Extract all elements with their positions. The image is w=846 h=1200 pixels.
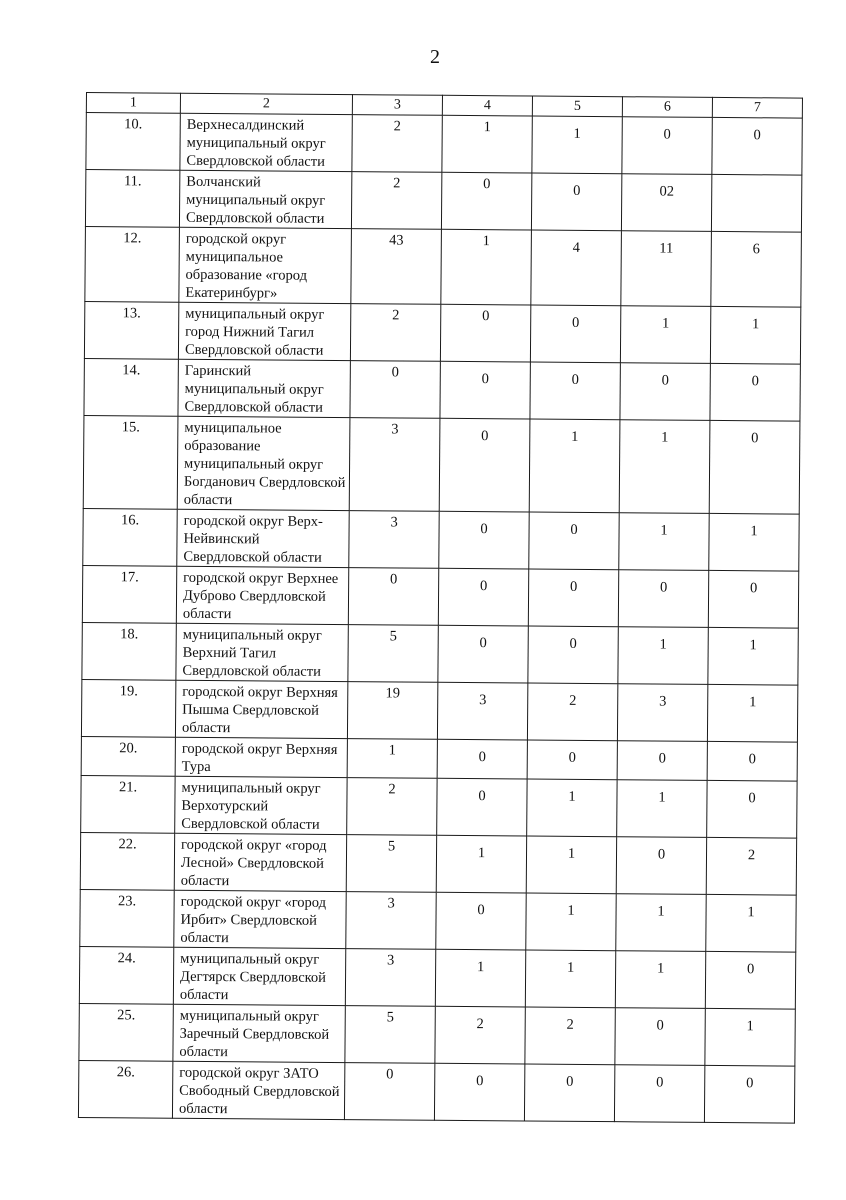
row-number: 10. [86, 113, 180, 171]
value-cell: 1 [442, 115, 532, 173]
table-row [79, 946, 795, 1009]
value-cell: 2 [435, 1006, 525, 1064]
value-cell: 0 [436, 892, 526, 950]
municipality-name: Гаринский муниципальный округ Свердловской области [178, 359, 350, 417]
value-cell: 1 [525, 950, 615, 1008]
row-number: 23. [80, 889, 174, 947]
row-number: 12. [85, 226, 180, 302]
municipality-name: городской округ «город Ирбит» Свердловской области [174, 890, 346, 948]
value-cell: 1 [710, 306, 800, 364]
municipality-name: муниципальное образование муниципальный округ Богданович Свердловской области [177, 416, 350, 510]
table-row [82, 565, 798, 628]
value-cell: 0 [705, 951, 795, 1009]
value-cell: 1 [526, 893, 616, 951]
value-cell: 1 [617, 780, 707, 838]
value-cell: 0 [441, 172, 531, 230]
column-header: 6 [622, 97, 712, 118]
row-number: 16. [83, 508, 177, 566]
value-cell: 2 [706, 837, 796, 895]
value-cell: 0 [622, 117, 712, 175]
municipality-name: муниципальный округ Заречный Свердловской области [173, 1004, 345, 1062]
value-cell: 0 [528, 626, 618, 684]
value-cell: 0 [708, 570, 798, 628]
table-row [83, 415, 800, 514]
page-number: 2 [430, 46, 440, 68]
value-cell: 19 [347, 682, 437, 740]
value-cell: 0 [530, 305, 620, 363]
row-number: 17. [82, 565, 176, 623]
row-number: 18. [82, 622, 176, 680]
value-cell: 0 [437, 778, 527, 836]
value-cell: 0 [710, 363, 800, 421]
table-row [82, 622, 798, 685]
table-row [81, 679, 797, 742]
value-cell: 3 [346, 892, 436, 950]
municipality-name: городской округ Верх-Нейвинский Свердловской области [177, 509, 349, 567]
value-cell: 0 [350, 361, 440, 419]
value-cell: 1 [526, 836, 616, 894]
value-cell: 1 [709, 513, 799, 571]
municipality-name: городской округ муниципальное образование «город Екатеринбург» [179, 227, 352, 303]
value-cell: 0 [704, 1065, 794, 1123]
value-cell: 0 [530, 362, 620, 420]
column-header: 4 [442, 95, 532, 116]
municipality-name: Верхнесалдинский муниципальный округ Свердловской области [180, 113, 352, 171]
value-cell: 1 [619, 513, 709, 571]
value-cell: 0 [531, 173, 621, 231]
value-cell: 1 [707, 684, 797, 742]
value-cell: 1 [441, 229, 532, 305]
value-cell: 0 [615, 1008, 705, 1066]
value-cell: 0 [439, 511, 529, 569]
row-number: 14. [84, 358, 178, 416]
value-cell: 0 [616, 837, 706, 895]
value-cell: 2 [350, 304, 440, 362]
table-row [78, 1060, 794, 1123]
value-cell: 2 [527, 683, 617, 741]
municipality-name: городской округ «город Лесной» Свердловской области [174, 833, 346, 891]
value-cell: 1 [706, 894, 796, 952]
table-row [81, 736, 797, 781]
value-cell: 1 [620, 306, 710, 364]
value-cell: 0 [617, 741, 707, 781]
value-cell: 3 [349, 418, 440, 512]
value-cell: 2 [525, 1007, 615, 1065]
table-row [80, 889, 796, 952]
value-cell: 1 [708, 627, 798, 685]
value-cell: 0 [709, 420, 800, 514]
municipality-name: муниципальный округ Верхотурский Свердловской области [175, 776, 347, 834]
value-cell: 2 [352, 115, 442, 173]
value-cell: 0 [438, 625, 528, 683]
column-header: 3 [352, 95, 442, 116]
value-cell: 0 [437, 739, 527, 779]
value-cell: 1 [619, 420, 710, 514]
table-row [80, 832, 796, 895]
value-cell: 0 [434, 1063, 524, 1121]
table-row [83, 508, 799, 571]
row-number: 24. [79, 946, 173, 1004]
value-cell [711, 174, 801, 232]
value-cell: 2 [347, 778, 437, 836]
value-cell: 0 [439, 418, 530, 512]
row-number: 11. [85, 170, 179, 228]
column-header: 2 [180, 93, 352, 114]
table-row [81, 775, 797, 838]
value-cell: 11 [621, 231, 712, 307]
value-cell: 02 [621, 174, 711, 232]
value-cell: 1 [436, 835, 526, 893]
table-row [86, 113, 802, 176]
municipality-name: городской округ Верхняя Тура [175, 737, 347, 777]
column-header: 7 [712, 97, 802, 118]
value-cell: 1 [618, 627, 708, 685]
row-number: 13. [84, 301, 178, 359]
value-cell: 0 [438, 568, 528, 626]
municipality-name: муниципальный округ город Нижний Тагил Свердловской области [178, 302, 350, 360]
value-cell: 0 [707, 780, 797, 838]
column-header: 1 [86, 93, 180, 114]
municipality-name: городской округ ЗАТО Свободный Свердловской области [172, 1061, 344, 1119]
value-cell: 1 [347, 739, 437, 779]
value-cell: 0 [712, 117, 802, 175]
row-number: 25. [79, 1003, 173, 1061]
column-header: 5 [532, 96, 622, 117]
value-cell: 1 [435, 949, 525, 1007]
value-cell: 0 [528, 569, 618, 627]
value-cell: 2 [351, 172, 441, 230]
table-row [79, 1003, 795, 1066]
value-cell: 1 [532, 116, 622, 174]
table-row [84, 301, 800, 364]
row-number: 15. [83, 415, 178, 509]
value-cell: 0 [529, 512, 619, 570]
table-row [84, 358, 800, 421]
table-row [85, 170, 801, 233]
value-cell: 0 [614, 1065, 704, 1123]
table-row [85, 226, 802, 307]
value-cell: 3 [349, 511, 439, 569]
value-cell: 1 [705, 1008, 795, 1066]
value-cell: 1 [615, 951, 705, 1009]
row-number: 19. [81, 679, 175, 737]
value-cell: 4 [531, 230, 622, 306]
row-number: 26. [78, 1060, 172, 1118]
municipality-name: муниципальный округ Верхний Тагил Свердловской области [176, 623, 348, 681]
value-cell: 0 [618, 570, 708, 628]
municipality-name: городской округ Верхнее Дуброво Свердловской области [176, 566, 348, 624]
value-cell: 0 [344, 1063, 434, 1121]
row-number: 20. [81, 736, 175, 776]
value-cell: 0 [348, 568, 438, 626]
value-cell: 6 [711, 231, 802, 307]
value-cell: 43 [351, 229, 442, 305]
value-cell: 0 [527, 740, 617, 780]
value-cell: 0 [524, 1064, 614, 1122]
table-body [78, 113, 802, 1124]
value-cell: 1 [616, 894, 706, 952]
value-cell: 3 [617, 684, 707, 742]
municipality-name: городской округ Верхняя Пышма Свердловской области [175, 680, 347, 738]
value-cell: 0 [440, 361, 530, 419]
value-cell: 3 [437, 682, 527, 740]
row-number: 22. [80, 832, 174, 890]
municipality-name: Волчанский муниципальный округ Свердловской области [179, 170, 351, 228]
data-table [78, 92, 803, 1124]
value-cell: 0 [440, 304, 530, 362]
value-cell: 1 [529, 419, 620, 513]
value-cell: 5 [348, 625, 438, 683]
value-cell: 5 [346, 835, 436, 893]
municipality-name: муниципальный округ Дегтярск Свердловской области [173, 947, 345, 1005]
value-cell: 0 [620, 363, 710, 421]
row-number: 21. [81, 775, 175, 833]
value-cell: 3 [345, 949, 435, 1007]
value-cell: 0 [707, 741, 797, 781]
value-cell: 5 [345, 1006, 435, 1064]
value-cell: 1 [527, 779, 617, 837]
